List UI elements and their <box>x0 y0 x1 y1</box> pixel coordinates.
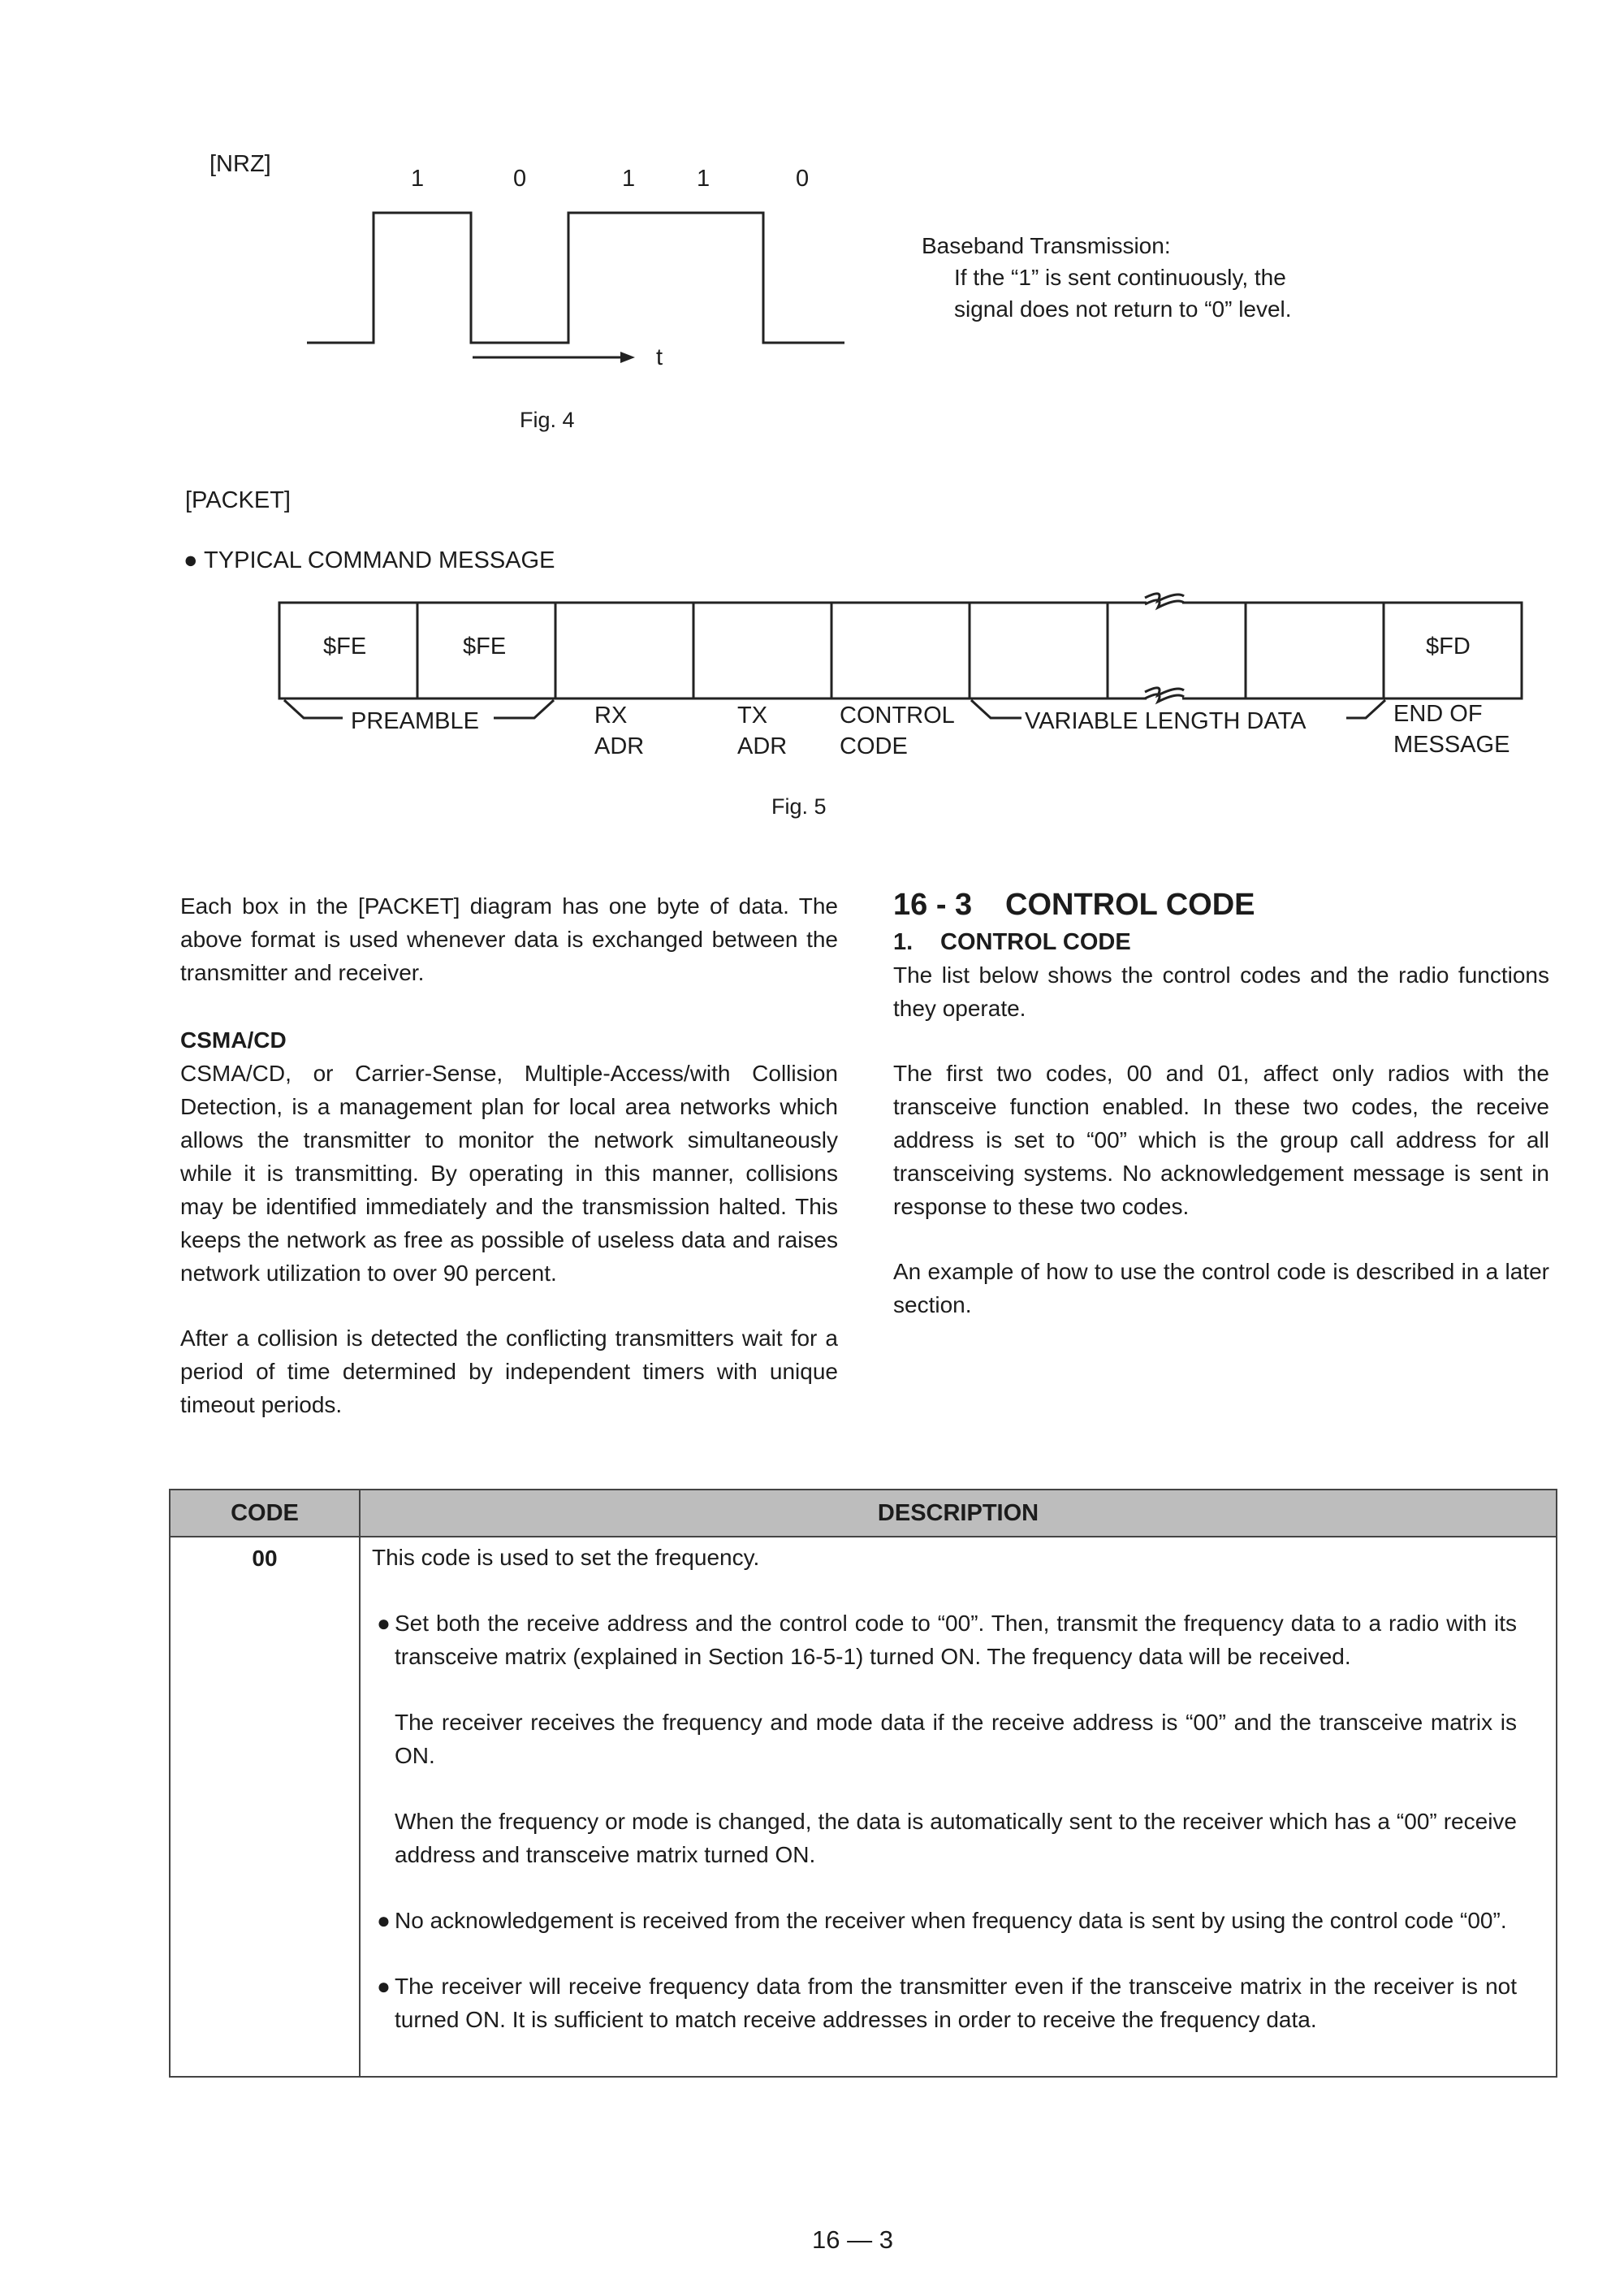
subsection-title: CONTROL CODE <box>940 929 1131 955</box>
rx-adr-label <box>594 700 644 762</box>
csma-heading: CSMA/CD <box>180 1027 287 1053</box>
packet-box-end-label: $FD <box>1426 634 1471 659</box>
packet-box <box>693 603 831 698</box>
nrz-bit: 1 <box>622 166 636 192</box>
description-bullet-text: The receiver will receive frequency data from the transmitter even if the transceive matrix in the receiver is not turned ON. It is sufficient to match receive addresses in order to receive the frequency data. <box>395 1974 1517 2032</box>
variable-length-label: VARIABLE LENGTH DATA <box>1025 708 1307 734</box>
section-heading <box>893 885 1549 924</box>
nrz-bit: 1 <box>697 166 710 192</box>
subsection-number: 1. <box>893 929 914 955</box>
tx-adr-line: ADR <box>737 733 788 759</box>
description-bullet-text: Set both the receive address and the control code to “00”. Then, transmit the frequency data to a radio with its transceive matrix (explained in Section 16-5-1) turned ON. The frequency data will be received. <box>395 1611 1517 1669</box>
nrz-waveform <box>300 203 853 374</box>
typical-command-title: ● TYPICAL COMMAND MESSAGE <box>184 547 555 573</box>
baseband-note-line: If the “1” is sent continuously, the <box>954 265 1286 290</box>
control-code-line: CODE <box>840 733 908 759</box>
description-bullet <box>372 1970 1517 2036</box>
tx-adr-line: TX <box>737 703 768 729</box>
figure-caption-4: Fig. 4 <box>520 408 575 432</box>
control-code-line: CONTROL <box>840 703 955 729</box>
packet-label: [PACKET] <box>185 487 291 513</box>
baseband-note-line: signal does not return to “0” level. <box>954 296 1292 322</box>
table-column-divider <box>359 1490 361 2076</box>
nrz-signal-line <box>307 213 844 343</box>
rx-adr-line: ADR <box>594 733 645 759</box>
table-header <box>171 1490 1556 1537</box>
collision-paragraph: After a collision is detected the conflicting transmitters wait for a period of time determined by independent timers with unique timeout periods. <box>180 1325 838 1417</box>
bullet-icon: ● <box>377 1974 391 1999</box>
preamble-label: PREAMBLE <box>351 708 479 734</box>
bullet-icon: ● <box>377 1908 391 1933</box>
end-of-message-line: END OF <box>1393 701 1483 727</box>
table-row-code: 00 <box>252 1546 278 1571</box>
example-paragraph: An example of how to use the control code is described in a later section. <box>893 1259 1549 1317</box>
subsection-heading <box>893 926 1549 958</box>
tx-adr-label <box>737 700 787 762</box>
figure-caption-5: Fig. 5 <box>771 794 827 819</box>
packet-box <box>831 603 970 698</box>
description-subparagraph: The receiver receives the frequency and mode data if the receive address is “00” and the transceive matrix is ON. <box>395 1710 1517 1768</box>
description-intro: This code is used to set the frequency. <box>372 1545 760 1570</box>
first-two-codes-paragraph: The first two codes, 00 and 01, affect only radios with the transceive function enabled. In these two codes, the receive address is set to “00” which is the group call address for all transceiving systems. No acknowledgement message is sent in response to these two codes. <box>893 1061 1549 1219</box>
packet-box-2-label: $FE <box>463 634 507 659</box>
control-code-table <box>169 1489 1557 2078</box>
description-subparagraph: When the frequency or mode is changed, the data is automatically sent to the receiver which has a “00” receive address and transceive matrix turned ON. <box>395 1809 1517 1867</box>
right-column <box>893 885 1549 1321</box>
baseband-note <box>922 230 1292 325</box>
variable-bracket <box>1346 700 1385 718</box>
control-code-label <box>840 700 955 762</box>
control-code-intro: The list below shows the control codes and the radio functions they operate. <box>893 962 1549 1021</box>
packet-intro-paragraph: Each box in the [PACKET] diagram has one byte of data. The above format is used whenever data is exchanged between the transmitter and receiver. <box>180 893 838 985</box>
bullet-icon: ● <box>377 1611 391 1636</box>
preamble-bracket <box>284 700 343 718</box>
time-arrow-head <box>620 352 635 363</box>
packet-box <box>1246 603 1384 698</box>
variable-bracket <box>971 700 1021 718</box>
packet-box <box>1108 603 1246 698</box>
time-label: t <box>656 344 663 370</box>
nrz-bit: 0 <box>796 166 810 192</box>
baseband-note-title: Baseband Transmission: <box>922 233 1171 258</box>
table-row-description <box>372 1541 1517 2036</box>
nrz-label: [NRZ] <box>209 151 271 177</box>
csma-paragraph: CSMA/CD, or Carrier-Sense, Multiple-Access/with Collision Detection, is a management plan for local area networks which allows the transmitter to monitor the network simultaneously while it is transmitting. By operating in this manner, collisions may be identified immediately and the transmission halted. This keeps the network as free as possible of useless data and raises network utilization to over 90 percent. <box>180 1061 838 1286</box>
left-column <box>180 889 838 1421</box>
description-bullet-text: No acknowledgement is received from the receiver when frequency data is sent by using the control code “00”. <box>395 1908 1507 1933</box>
rx-adr-line: RX <box>594 703 628 729</box>
packet-box-1-label: $FE <box>323 634 367 659</box>
description-bullet <box>372 1904 1517 1937</box>
preamble-bracket <box>494 700 554 718</box>
end-of-message-label <box>1393 698 1510 760</box>
packet-box <box>970 603 1108 698</box>
end-of-message-line: MESSAGE <box>1393 732 1510 758</box>
nrz-bit: 1 <box>411 166 425 192</box>
description-bullet <box>372 1607 1517 1673</box>
table-header-description: DESCRIPTION <box>877 1500 1039 1526</box>
table-header-code: CODE <box>231 1500 299 1526</box>
section-number: 16 - 3 <box>893 888 973 922</box>
packet-box <box>555 603 693 698</box>
section-title: CONTROL CODE <box>1005 888 1255 922</box>
nrz-bit: 0 <box>513 166 527 192</box>
page-number: 16 — 3 <box>812 2225 893 2254</box>
